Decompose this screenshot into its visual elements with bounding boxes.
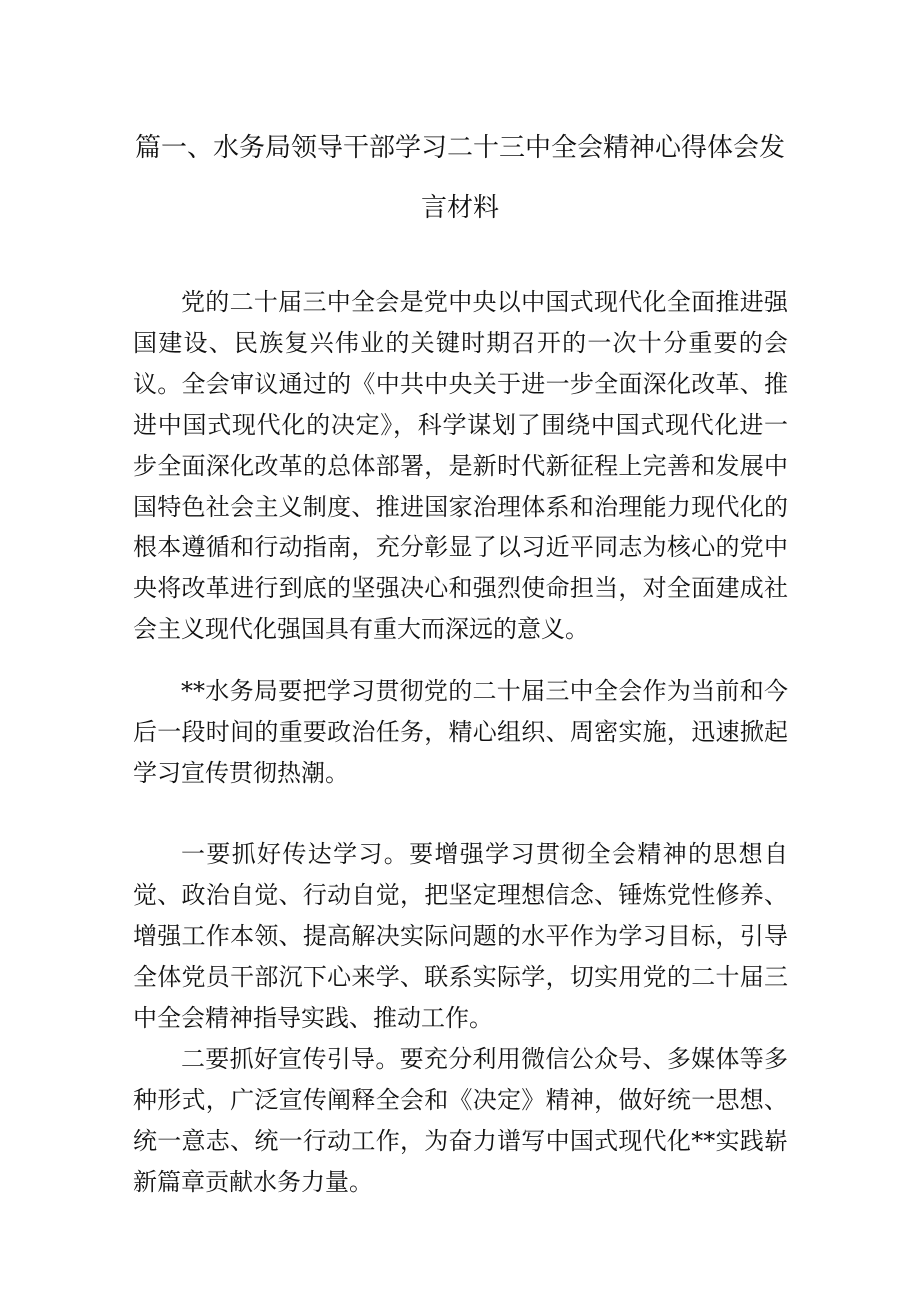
paragraph-point-two: 二要抓好宣传引导。要充分利用微信公众号、多媒体等多种形式，广泛宣传阐释全会和《决定》精神，做好统一思想、统一意志、统一行动工作，为奋力谱写中国式现代化**实践崭新篇章贡献水务力量。 <box>133 1045 788 1196</box>
document-title-line-2: 言材料 <box>420 193 499 223</box>
document-title-line-1: 篇一、水务局领导干部学习二十三中全会精神心得体会发 <box>134 133 785 163</box>
paragraph-point-one: 一要抓好传达学习。要增强学习贯彻全会精神的思想自觉、政治自觉、行动自觉，把坚定理想信念、锤炼党性修养、增强工作本领、提高解决实际问题的水平作为学习目标，引导全体党员干部沉下心来学、联系实际学，切实用党的二十届三中全会精神指导实践、推动工作。 <box>133 840 788 1032</box>
paragraph-intro: 党的二十届三中全会是党中央以中国式现代化全面推进强国建设、民族复兴伟业的关键时期召开的一次十分重要的会议。全会审议通过的《中共中央关于进一步全面深化改革、推进中国式现代化的决定》，科学谋划了围绕中国式现代化进一步全面深化改革的总体部署，是新时代新征程上完善和发展中国特色社会主义制度、推进国家治理体系和治理能力现代化的根本遵循和行动指南，充分彰显了以习近平同志为核心的党中央将改革进行到底的坚强决心和强烈使命担当，对全面建成社会主义现代化强国具有重大而深远的意义。 <box>133 288 788 644</box>
paragraph-task: **水务局要把学习贯彻党的二十届三中全会作为当前和今后一段时间的重要政治任务，精心组织、周密实施，迅速掀起学习宣传贯彻热潮。 <box>133 677 788 787</box>
